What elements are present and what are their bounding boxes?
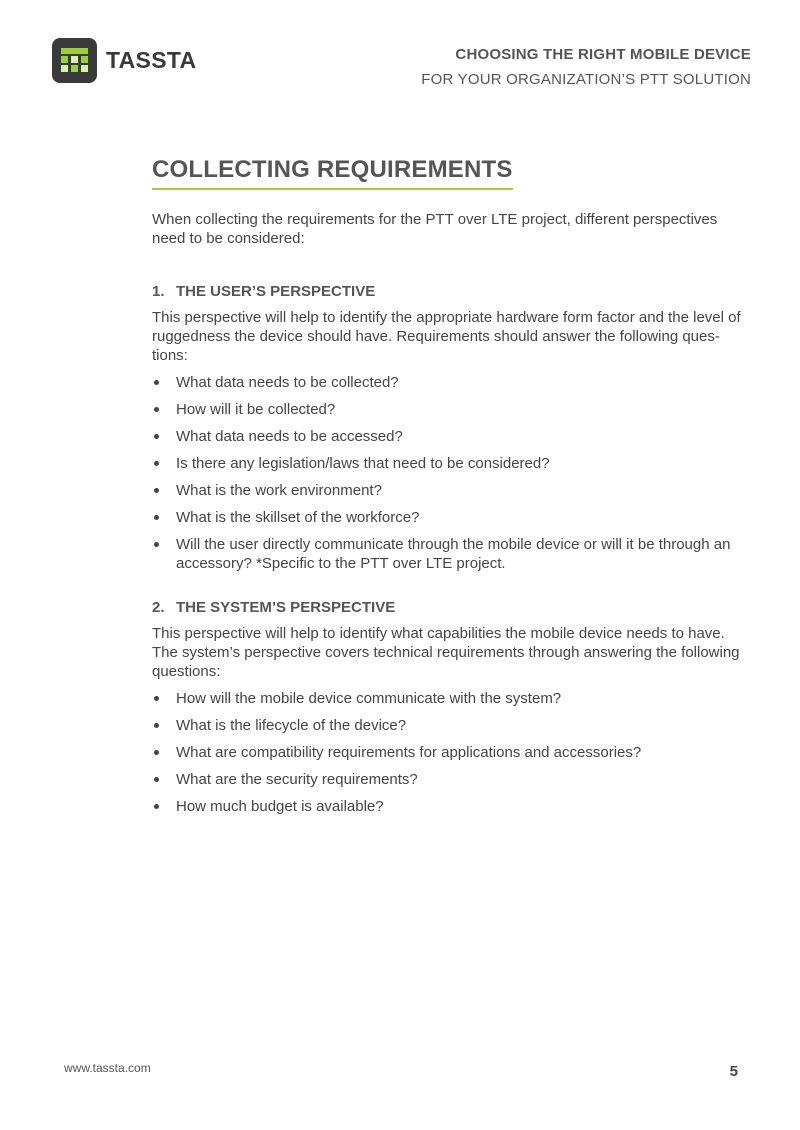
bullet-icon xyxy=(152,689,176,708)
bullet-icon xyxy=(152,770,176,789)
section-paragraph: This perspective will help to identify the appropriate hardware form factor and the level of ruggedness the device should have. Requirements should answer the following ques-tions: xyxy=(152,309,741,364)
list-item xyxy=(152,481,752,500)
list-item-text: Is there any legislation/laws that need to be considered? xyxy=(176,455,550,472)
header-subtitle: FOR YOUR ORGANIZATION’S PTT SOLUTION xyxy=(421,71,751,88)
footer-url: www.tassta.com xyxy=(64,1061,151,1075)
bullet-icon xyxy=(152,481,176,500)
bullet-icon xyxy=(152,508,176,527)
list-item-text: How will it be collected? xyxy=(176,401,336,418)
list-item xyxy=(152,508,752,527)
list-item xyxy=(152,770,752,789)
bullet-icon xyxy=(152,716,176,735)
list-item xyxy=(152,689,752,708)
tassta-grid-logo-icon xyxy=(52,38,97,83)
section-heading-text: THE USER’S PERSPECTIVE xyxy=(176,283,376,300)
list-item xyxy=(152,427,752,446)
bullet-icon xyxy=(152,797,176,816)
bullet-list xyxy=(152,373,752,573)
list-item-text: Will the user directly communicate through the mobile device or will it be through an accessory? *Specific to the PTT over LTE project. xyxy=(176,536,731,572)
list-item-text: What is the work environment? xyxy=(176,482,382,499)
list-item xyxy=(152,400,752,419)
bullet-icon xyxy=(152,427,176,446)
section-number: 1. xyxy=(152,283,165,300)
section-number: 2. xyxy=(152,599,165,616)
list-item-text: What data needs to be collected? xyxy=(176,374,399,391)
list-item-text: What data needs to be accessed? xyxy=(176,428,403,445)
bullet-icon xyxy=(152,400,176,419)
section-user-perspective xyxy=(152,282,752,573)
section-system-perspective xyxy=(152,598,752,816)
list-item-text: How much budget is available? xyxy=(176,798,384,815)
intro-paragraph: When collecting the requirements for the PTT over LTE project, different perspectives need to be considered: xyxy=(152,211,718,247)
bullet-icon xyxy=(152,373,176,392)
header-title: CHOOSING THE RIGHT MOBILE DEVICE xyxy=(455,46,751,63)
list-item xyxy=(152,535,752,573)
bullet-icon xyxy=(152,535,176,573)
list-item-text: What are the security requirements? xyxy=(176,771,418,788)
list-item xyxy=(152,454,752,473)
list-item-text: What is the skillset of the workforce? xyxy=(176,509,420,526)
section-heading xyxy=(152,282,752,301)
brand-name: TASSTA xyxy=(106,47,197,73)
bullet-icon xyxy=(152,743,176,762)
brand-logo xyxy=(52,38,196,83)
page-content xyxy=(152,155,752,824)
section-paragraph: This perspective will help to identify what capabilities the mobile device needs to have. The system’s perspective covers technical requirements through answering the following questions: xyxy=(152,625,740,680)
section-heading xyxy=(152,598,752,617)
section-heading-text: THE SYSTEM’S PERSPECTIVE xyxy=(176,599,396,616)
list-item xyxy=(152,797,752,816)
list-item-text: What are compatibility requirements for applications and accessories? xyxy=(176,744,642,761)
list-item xyxy=(152,743,752,762)
page-number: 5 xyxy=(729,1063,738,1080)
list-item xyxy=(152,373,752,392)
page-title: COLLECTING REQUIREMENTS xyxy=(152,155,513,190)
list-item-text: How will the mobile device communicate with the system? xyxy=(176,690,562,707)
bullet-list xyxy=(152,689,752,816)
bullet-icon xyxy=(152,454,176,473)
list-item xyxy=(152,716,752,735)
document-header xyxy=(421,44,751,91)
list-item-text: What is the lifecycle of the device? xyxy=(176,717,407,734)
